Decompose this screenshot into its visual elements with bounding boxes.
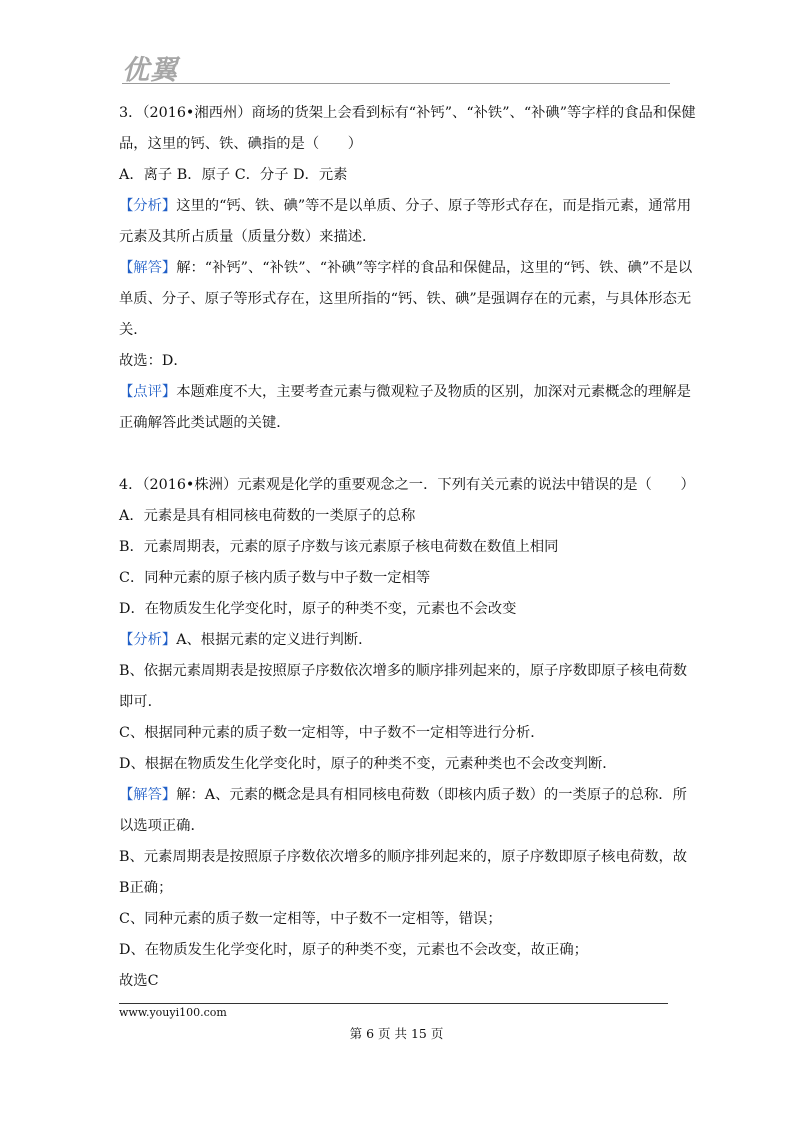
question-4-answer-line-3: B、元素周期表是按照原子序数依次增多的顺序排列起来的，原子序数即原子核电荷数，故: [119, 849, 688, 865]
question-3-stem-line-1: 3．（2016•湘西州）商场的货架上会看到标有“补钙”、“补铁”、“补碘”等字样的食品和保健: [119, 105, 696, 121]
question-3-comment-line-1: [119, 377, 691, 408]
question-4-stem-line-1: 4．（2016•株洲）元素观是化学的重要观念之一．下列有关元素的说法中错误的是（ ）: [119, 477, 695, 493]
question-spacer: [119, 439, 677, 470]
question-3-answer-line-2: 单质、分子、原子等形式存在，这里所指的“钙、铁、碘”是强调存在的元素，与具体形态无: [119, 291, 692, 307]
question-3-comment-line-2: 正确解答此类试题的关键．: [119, 415, 291, 431]
question-4-answer-line-4: B正确；: [119, 880, 173, 896]
question-4-analysis-line-5: D、根据在物质发生化学变化时，原子的种类不变，元素种类也不会改变判断．: [119, 756, 617, 772]
question-4-answer-line-5: C、同种元素的质子数一定相等，中子数不一定相等，错误；: [119, 911, 502, 927]
question-3-analysis-line-1: [119, 191, 692, 222]
question-4-answer-line-6: D、在物质发生化学变化时，原子的种类不变，元素也不会改变，故正确；: [119, 942, 588, 958]
question-3: [119, 98, 696, 439]
question-4-option-a: A．元素是具有相同核电荷数的一类原子的总称: [119, 508, 416, 524]
page-number: 第 6 页 共 15 页: [349, 1026, 444, 1041]
question-3-answer-line-4: 故选：D．: [119, 353, 188, 369]
question-3-stem-line-2: 品，这里的钙、铁、碘指的是（ ）: [119, 136, 363, 152]
header-rule: [122, 83, 670, 84]
footer-url: www.youyi100.com: [119, 1006, 227, 1019]
analysis-text: A、根据元素的定义进行判断．: [176, 632, 373, 648]
analysis-tag: 【分析】: [119, 198, 177, 214]
answer-tag: 【解答】: [119, 260, 177, 276]
question-3-options: A．离子 B．原子 C．分子 D．元素: [119, 167, 348, 183]
analysis-tag: 【分析】: [119, 632, 177, 648]
question-4-answer-line-7: 故选C: [119, 973, 159, 989]
analysis-text: 这里的“钙、铁、碘”等不是以单质、分子、原子等形式存在，而是指元素，通常用: [176, 198, 692, 214]
logo-text: 优翼: [122, 55, 178, 86]
question-4: [119, 470, 695, 997]
question-4-answer-line-1: [119, 780, 687, 811]
question-4-analysis-line-3: 即可．: [119, 694, 162, 710]
footer-rule: [119, 1003, 668, 1004]
question-4-analysis-line-2: B、依据元素周期表是按照原子序数依次增多的顺序排列起来的，原子序数即原子核电荷数: [119, 663, 688, 679]
question-4-answer-line-2: 以选项正确．: [119, 818, 205, 834]
question-4-option-c: C．同种元素的原子核内质子数与中子数一定相等: [119, 570, 431, 586]
brand-logo: [122, 56, 670, 90]
question-4-analysis-line-1: [119, 625, 677, 656]
comment-text: 本题难度不大，主要考查元素与微观粒子及物质的区别，加深对元素概念的理解是: [176, 384, 691, 400]
answer-text: 解：“补钙”、“补铁”、“补碘”等字样的食品和保健品，这里的“钙、铁、碘”不是以: [176, 260, 693, 276]
question-3-analysis-line-2: 元素及其所占质量（质量分数）来描述．: [119, 229, 377, 245]
answer-tag: 【解答】: [119, 787, 177, 803]
answer-text: 解：A、元素的概念是具有相同核电荷数（即核内质子数）的一类原子的总称．所: [176, 787, 687, 803]
question-3-answer-line-1: [119, 253, 693, 284]
document-body: [119, 98, 696, 997]
question-3-answer-line-3: 关．: [119, 322, 148, 338]
question-4-option-d: D．在物质发生化学变化时，原子的种类不变，元素也不会改变: [119, 601, 517, 617]
question-4-analysis-line-4: C、根据同种元素的质子数一定相等，中子数不一定相等进行分析．: [119, 725, 545, 741]
question-4-option-b: B．元素周期表，元素的原子序数与该元素原子核电荷数在数值上相同: [119, 539, 559, 555]
comment-tag: 【点评】: [119, 384, 177, 400]
